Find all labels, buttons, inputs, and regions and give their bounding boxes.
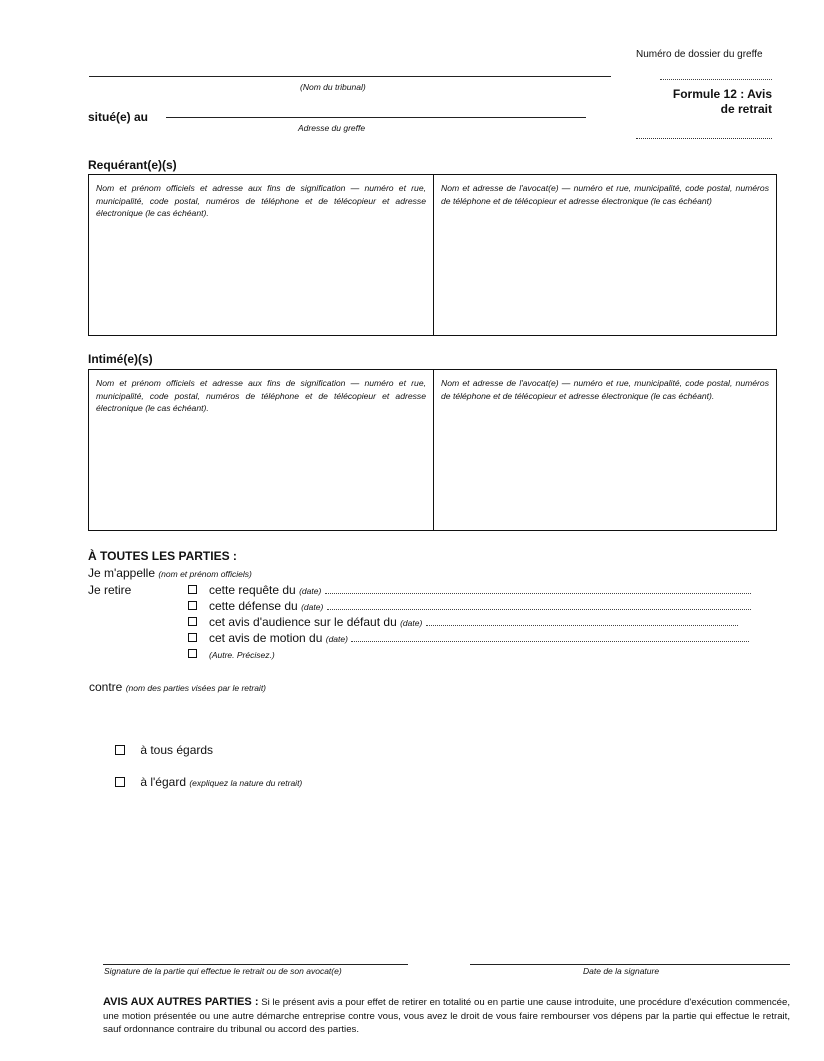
scope-partial-label: à l'égard xyxy=(140,775,186,789)
option-application[interactable] xyxy=(188,583,751,597)
checkbox-application[interactable] xyxy=(188,585,197,594)
court-name-caption: (Nom du tribunal) xyxy=(300,82,366,92)
checkbox-defence[interactable] xyxy=(188,601,197,610)
to-all-parties-heading: À TOUTES LES PARTIES : xyxy=(88,549,237,563)
signature-caption: Signature de la partie qui effectue le retrait ou de son avocat(e) xyxy=(104,966,342,976)
i-withdraw-label: Je retire xyxy=(88,583,132,597)
form-title-line1: Formule 12 : Avis xyxy=(672,87,772,101)
my-name-hint: (nom et prénom officiels) xyxy=(158,569,252,579)
applicants-party-cell[interactable]: Nom et prénom officiels et adresse aux fins de signification — numéro et rue, municipalité, code postal, numéros de téléphone et de télécopieur et adresse électronique (le cas échéant). xyxy=(96,183,426,218)
my-name-label: Je m'appelle xyxy=(88,566,155,580)
option-other[interactable] xyxy=(188,647,275,661)
applicants-table xyxy=(88,174,777,336)
respondents-divider xyxy=(433,370,434,530)
applicants-divider xyxy=(433,175,434,335)
respondents-party-cell[interactable]: Nom et prénom officiels et adresse aux fins de signification — numéro et rue, municipalité, code postal, numéros de téléphone et de télécopieur et adresse électronique (le cas échéant). xyxy=(96,378,426,413)
registry-address-caption: Adresse du greffe xyxy=(298,123,366,133)
checkbox-scope-partial[interactable] xyxy=(115,777,125,787)
form-title xyxy=(640,87,772,117)
located-at-label: situé(e) au xyxy=(88,110,149,124)
option-defence-label: cette défense du xyxy=(209,599,298,613)
option-default-hearing-label: cet avis d'audience sur le défaut du xyxy=(209,615,397,629)
against-row xyxy=(89,680,266,694)
option-defence[interactable] xyxy=(188,599,751,613)
respondents-table xyxy=(88,369,777,531)
notice-title: AVIS AUX AUTRES PARTIES : xyxy=(103,996,259,1008)
scope-all-row[interactable] xyxy=(115,743,213,757)
file-number-label: Numéro de dossier du greffe xyxy=(636,49,763,60)
option-defence-hint: (date) xyxy=(301,602,324,612)
form-number-dots xyxy=(636,138,772,139)
checkbox-motion[interactable] xyxy=(188,633,197,642)
option-other-hint: (Autre. Précisez.) xyxy=(209,650,275,660)
option-application-dots xyxy=(325,592,751,594)
respondents-lawyer-cell[interactable]: Nom et adresse de l'avocat(e) — numéro et rue, municipalité, code postal, numéros de téléphone et de télécopieur et adresse électronique (le cas échéant). xyxy=(441,378,769,401)
my-name-row xyxy=(88,566,252,580)
option-defence-dots xyxy=(327,608,751,610)
option-application-hint: (date) xyxy=(299,586,322,596)
applicants-lawyer-cell[interactable]: Nom et adresse de l'avocat(e) — numéro et rue, municipalité, code postal, numéros de téléphone et de télécopieur et adresse électronique (le cas échéant) xyxy=(441,183,769,206)
notice-text: Si le présent avis a pour effet de retirer en totalité ou en partie une cause introduite, une procédure d'exécution commencée, une motion présentée ou une autre démarche entreprise contre vous, vous avez le droit de vous faire rembourser vos dépens par la partie qui effectue le retrait, sauf ordonnance contraire du tribunal ou accord des parties. xyxy=(103,997,790,1035)
notice-paragraph xyxy=(103,996,790,1037)
file-number-line xyxy=(660,79,772,80)
court-name-line xyxy=(89,76,611,77)
scope-partial-hint: (expliquez la nature du retrait) xyxy=(189,778,303,788)
option-default-hearing-hint: (date) xyxy=(400,618,423,628)
scope-all-label: à tous égards xyxy=(140,743,214,757)
checkbox-other[interactable] xyxy=(188,649,197,658)
option-motion-hint: (date) xyxy=(325,634,348,644)
applicants-heading: Requérant(e)(s) xyxy=(88,158,177,172)
against-hint: (nom des parties visées par le retrait) xyxy=(125,683,267,693)
scope-partial-row[interactable] xyxy=(115,775,302,789)
option-default-hearing-dots xyxy=(426,624,738,626)
option-application-label: cette requête du xyxy=(209,583,296,597)
checkbox-default-hearing[interactable] xyxy=(188,617,197,626)
option-default-hearing[interactable] xyxy=(188,615,738,629)
option-motion-dots xyxy=(351,640,749,642)
against-label: contre xyxy=(89,680,123,694)
checkbox-scope-all[interactable] xyxy=(115,745,125,755)
signature-line xyxy=(103,964,408,965)
date-caption: Date de la signature xyxy=(583,966,660,976)
option-motion[interactable] xyxy=(188,631,749,645)
registry-address-line xyxy=(166,117,586,118)
date-line xyxy=(470,964,790,965)
respondents-heading: Intimé(e)(s) xyxy=(88,352,153,366)
form-title-line2: de retrait xyxy=(720,102,772,116)
option-motion-label: cet avis de motion du xyxy=(209,631,323,645)
